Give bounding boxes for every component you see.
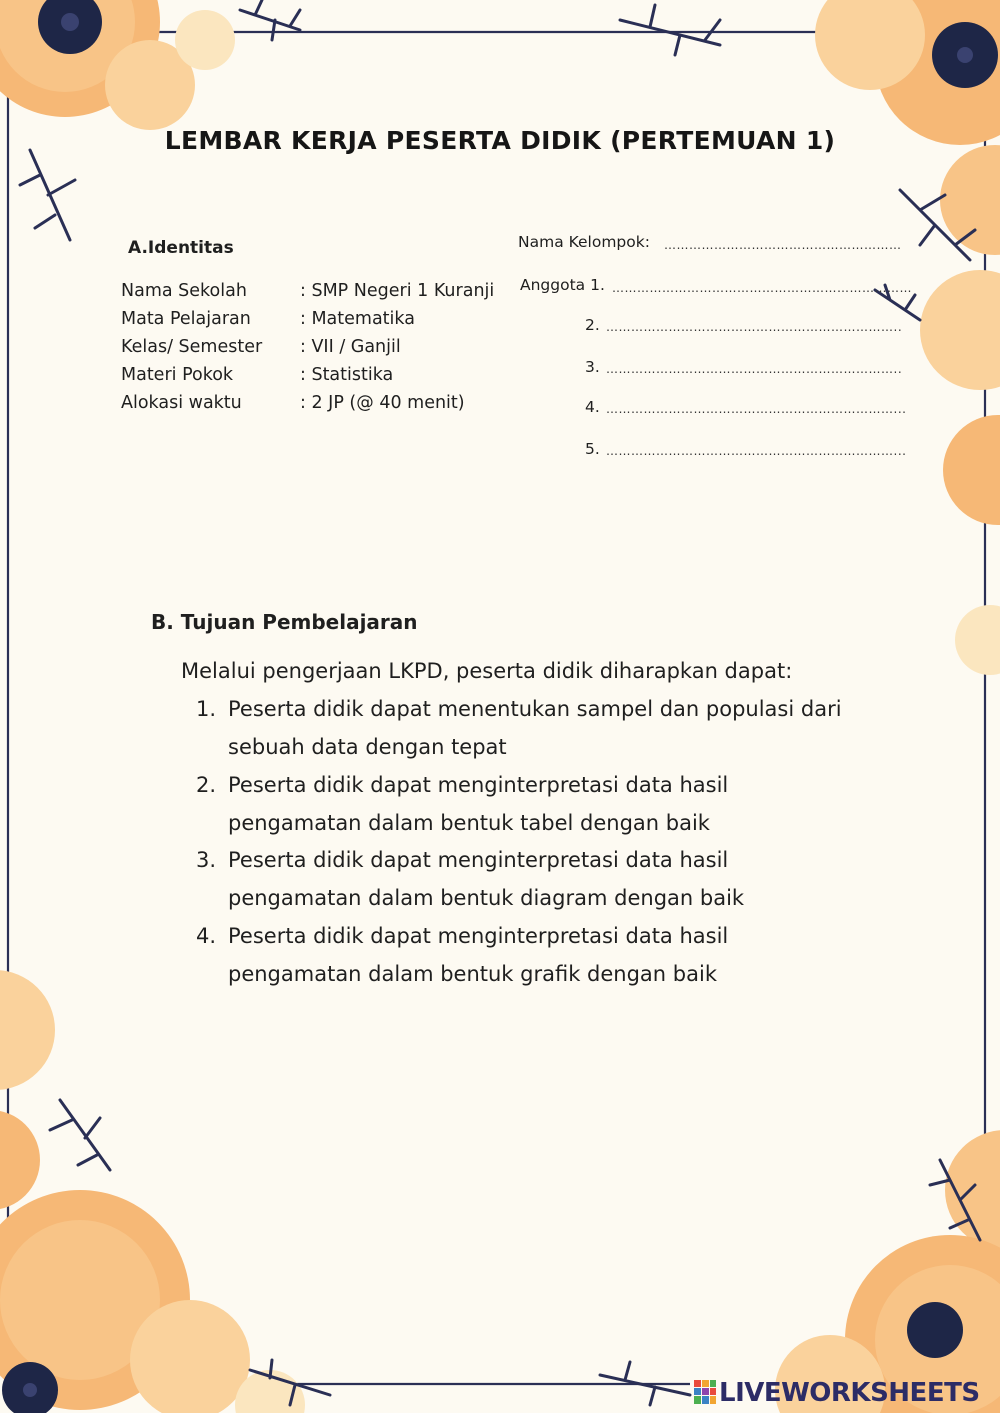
time-value: : 2 JP (@ 40 menit) (300, 393, 465, 413)
goal-1-line-1: Peserta didik dapat menentukan sampel dan populasi dari (228, 697, 842, 721)
member-3-label: 3. (585, 358, 600, 376)
topic-value: : Statistika (300, 365, 394, 385)
liveworksheets-logo-icon (693, 1378, 717, 1406)
goal-1-line-2: sebuah data dengan tepat (228, 735, 507, 759)
goal-2-line-1: Peserta didik dapat menginterpretasi data hasil (228, 773, 729, 797)
group-name-field[interactable]: ………………………………………………… (664, 238, 902, 252)
flower-top-left (0, 0, 235, 130)
topic-label: Materi Pokok (121, 365, 234, 385)
goal-4-line-1: Peserta didik dapat menginterpretasi data hasil (228, 924, 729, 948)
member-1-field[interactable]: ……………………………………………………………… (612, 281, 912, 295)
section-a-heading: A.Identitas (128, 238, 234, 258)
goal-3-line-1: Peserta didik dapat menginterpretasi data hasil (228, 848, 729, 872)
member-4-label: 4. (585, 398, 600, 416)
member-5-label: 5. (585, 440, 600, 458)
member-5-field[interactable]: ……………………………………………………………... (606, 444, 907, 458)
class-value: : VII / Ganjil (300, 337, 401, 357)
member-2-label: 2. (585, 316, 600, 334)
goal-1-number: 1. (196, 697, 217, 721)
subject-value: : Matematika (300, 309, 415, 329)
watermark-text: LIVEWORKSHEETS (719, 1378, 980, 1408)
goal-4-number: 4. (196, 924, 217, 948)
member-1-label: Anggota 1. (520, 276, 605, 294)
goal-3-number: 3. (196, 848, 217, 872)
flower-bottom-left (0, 1190, 305, 1413)
liveworksheets-watermark (693, 1378, 996, 1408)
school-value: : SMP Negeri 1 Kuranji (300, 281, 495, 301)
goal-4-line-2: pengamatan dalam bentuk grafik dengan baik (228, 962, 717, 986)
subject-label: Mata Pelajaran (121, 309, 251, 329)
class-label: Kelas/ Semester (121, 337, 263, 357)
goal-2-number: 2. (196, 773, 217, 797)
section-b-heading: B. Tujuan Pembelajaran (151, 610, 418, 634)
goals-intro: Melalui pengerjaan LKPD, peserta didik diharapkan dapat: (181, 659, 793, 683)
goal-2-line-2: pengamatan dalam bentuk tabel dengan baik (228, 811, 710, 835)
time-label: Alokasi waktu (121, 393, 242, 413)
goal-3-line-2: pengamatan dalam bentuk diagram dengan baik (228, 886, 745, 910)
member-3-field[interactable]: …………………………………………………………….. (606, 362, 903, 376)
page-title: LEMBAR KERJA PESERTA DIDIK (PERTEMUAN 1) (164, 126, 836, 155)
member-2-field[interactable]: …………………………………………………………….. (606, 320, 903, 334)
group-name-label: Nama Kelompok: (518, 233, 650, 251)
member-4-field[interactable]: ……………………………………………………………... (606, 402, 907, 416)
school-label: Nama Sekolah (121, 281, 247, 301)
